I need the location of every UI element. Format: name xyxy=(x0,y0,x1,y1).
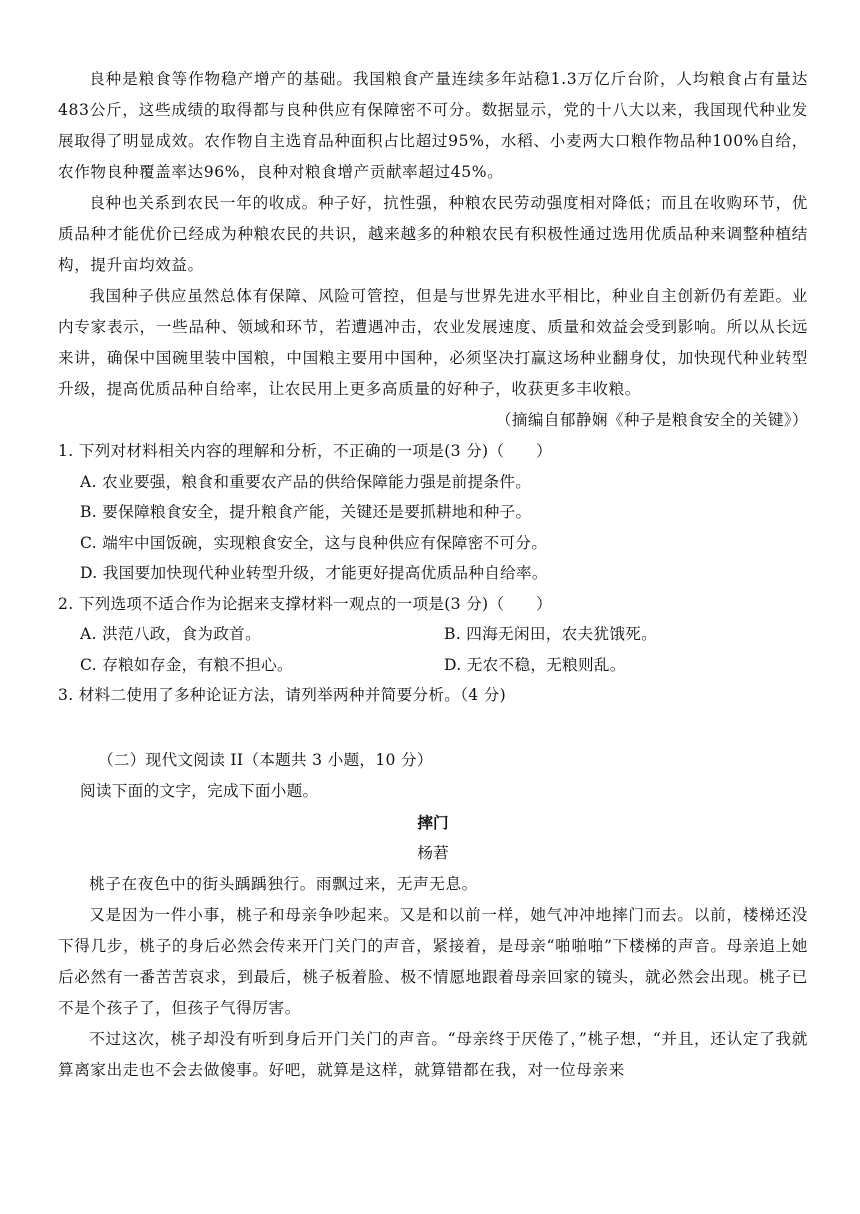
question-2-options-row-1 xyxy=(58,619,808,650)
article-author: 杨莙 xyxy=(417,843,449,862)
material-paragraph: 良种也关系到农民一年的收成。种子好，抗性强，种粮农民劳动强度相对降低；而且在收购环节，优质品种才能优价已经成为种粮农民的共识，越来越多的种粮农民有积极性通过选用优质品种来调整种植结构，提升亩均效益。 xyxy=(58,194,808,274)
question-2-option-d: D. 无农不稳，无粮则乱。 xyxy=(444,655,626,674)
question-1-stem: 1. 下列对材料相关内容的理解和分析，不正确的一项是(3 分)（ ） xyxy=(58,442,553,460)
material-paragraph: 我国种子供应虽然总体有保障、风险可管控，但是与世界先进水平相比，种业自主创新仍有差距。业内专家表示，一些品种、领域和环节，若遭遇冲击，农业发展速度、质量和效益会受到影响。所以从长远来讲，确保中国碗里装中国粮，中国粮主要用中国种，必须坚决打赢这场种业翻身仗，加快现代种业转型升级，提高优质品种自给率，让农民用上更多高质量的好种子，收获更多丰收粮。 xyxy=(58,287,808,398)
question-2-option-c: C. 存粮如存金，有粮不担心。 xyxy=(80,655,293,674)
question-3-stem: 3. 材料二使用了多种论证方法，请列举两种并简要分析。（4 分) xyxy=(58,686,507,704)
question-1-option-b: B. 要保障粮食安全，提升粮食产能，关键还是要抓耕地和种子。 xyxy=(80,503,532,521)
article-paragraph: 不过这次，桃子却没有听到身后开门关门的声音。“母亲终于厌倦了，”桃子想，“并且，还认定了我就算离家出走也不会去做傻事。好吧，就算是这样，就算错都在我，对一位母亲来 xyxy=(58,1029,808,1079)
article-paragraph: 又是因为一件小事，桃子和母亲争吵起来。又是和以前一样，她气冲冲地摔门而去。以前，楼梯还没下得几步，桃子的身后必然会传来开门关门的声音，紧接着，是母亲“啪啪啪”下楼梯的声音。母亲追上她后必然有一番苦苦哀求，到最后，桃子板着脸、极不情愿地跟着母亲回家的镜头，就必然会出现。桃子已不是个孩子了，但孩子气得厉害。 xyxy=(58,905,808,1017)
question-2-option-a: A. 洪范八政，食为政首。 xyxy=(80,625,262,643)
section-2-instruction: 阅读下面的文字，完成下面小题。 xyxy=(80,781,319,800)
section-gap xyxy=(58,711,808,745)
question-1-option-a: A. 农业要强，粮食和重要农产品的供给保障能力强是前提条件。 xyxy=(80,472,532,491)
article-paragraph: 桃子在夜色中的街头踽踽独行。雨飘过来，无声无息。 xyxy=(89,874,478,893)
section-2-heading: （二）现代文阅读 II（本题共 3 小题，10 分） xyxy=(98,750,433,769)
exam-page xyxy=(58,64,808,1086)
question-2-option-b: B. 四海无闲田，农夫犹饿死。 xyxy=(444,625,657,643)
article-title: 摔门 xyxy=(417,812,449,832)
question-1-option-d: D. 我国要加快现代种业转型升级，才能更好提高优质品种自给率。 xyxy=(80,564,548,582)
question-1-option-c: C. 端牢中国饭碗，实现粮食安全，这与良种供应有保障密不可分。 xyxy=(80,533,548,552)
material-source: （摘编自郁静娴《种子是粮食安全的关键》） xyxy=(495,411,808,429)
material-paragraph: 良种是粮食等作物稳产增产的基础。我国粮食产量连续多年站稳1.3万亿斤台阶，人均粮食占有量达483公斤，这些成绩的取得都与良种供应有保障密不可分。数据显示，党的十八大以来，我国现代种业发展取得了明显成效。农作物自主选育品种面积占比超过95%，水稻、小麦两大口粮作物品种100%自给，农作物良种覆盖率达96%，良种对粮食增产贡献率超过45%。 xyxy=(58,70,808,181)
question-2-options-row-2 xyxy=(58,650,808,681)
question-2-stem: 2. 下列选项不适合作为论据来支撑材料一观点的一项是(3 分)（ ） xyxy=(58,594,553,613)
